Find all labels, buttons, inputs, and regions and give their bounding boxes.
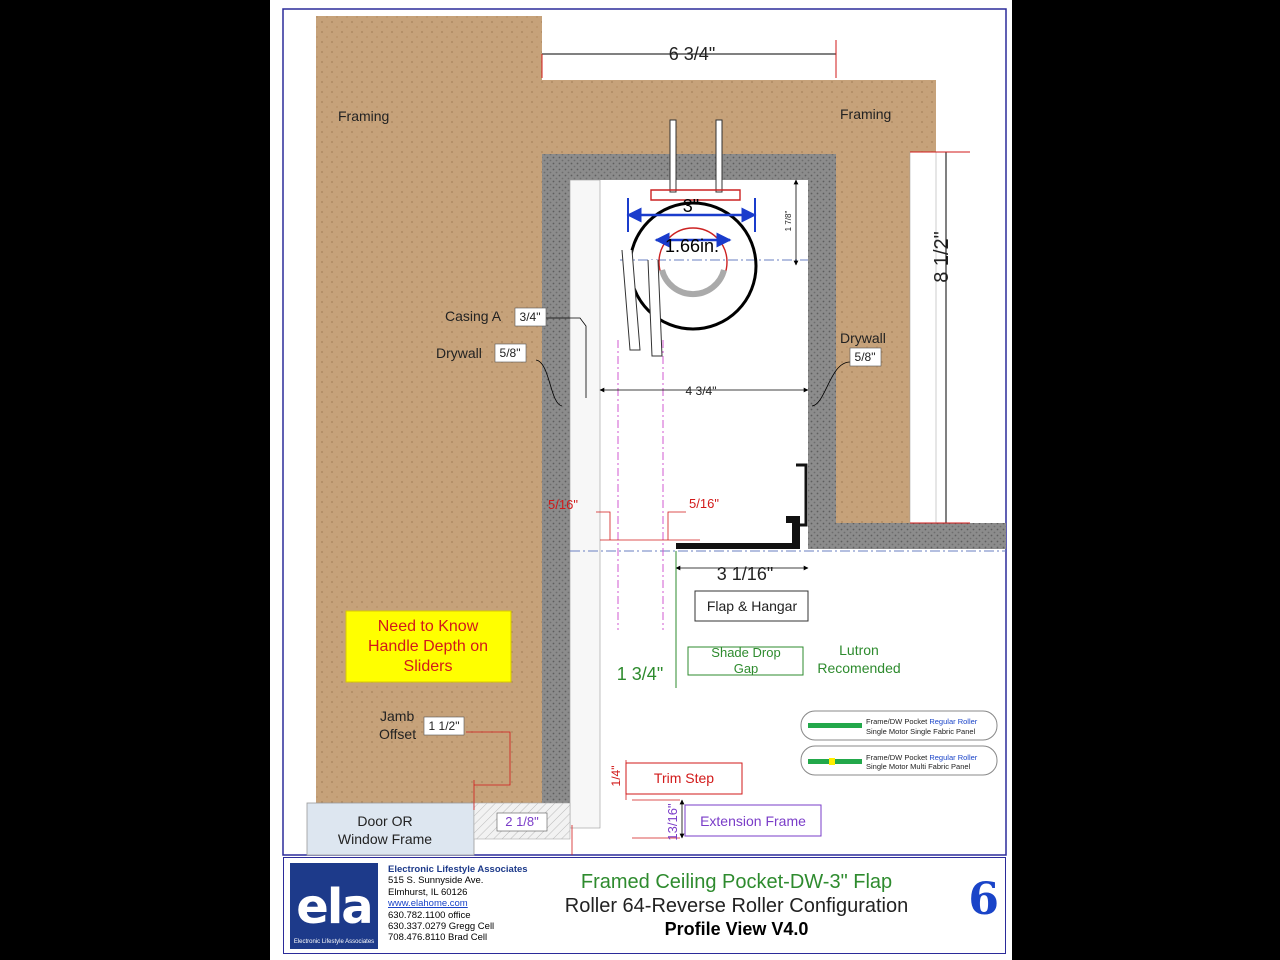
gap-left-text: 5/16" [548,497,578,512]
note-line2: Handle Depth on [367,638,489,655]
top-width-text: 6 3/4" [668,44,716,64]
legend-1-accent: Regular Roller [929,717,978,726]
legend-item-1 [801,711,997,740]
framing-left-label: Framing [338,108,390,124]
address-line2: Elmhurst, IL 60126 [388,886,468,898]
offset-label: Offset [379,726,417,742]
framing-right-label: Framing [840,106,892,122]
shade-drop-line2: Gap [733,661,759,676]
svg-text:Frame/DW Pocket Regular Roller [866,753,978,762]
company-info [388,864,528,944]
inner-width-text: 4 3/4" [685,384,717,398]
frame-width-text: 2 1/8" [505,814,539,829]
framing-gap [910,152,936,523]
pull-cord-left [622,250,640,350]
drywall-left-thk-text: 5/8" [499,346,521,360]
extension-text: 13/16" [665,803,680,841]
door-window-frame [307,803,474,855]
note-line1: Need to Know [377,618,479,635]
flap-hangar-label: Flap & Hangar [706,598,798,614]
sheet-number: 6 [968,874,999,925]
trim-step-label: Trim Step [653,770,715,786]
roller-dia-text: 3" [682,196,700,216]
title-line2: Roller 64-Reverse Roller Configuration [564,895,909,917]
ela-logo [290,863,378,949]
drawing-titles [524,870,949,940]
gap-right-leader [668,512,686,540]
mounting-bolt-left [670,120,676,192]
legend-2-accent: Regular Roller [929,753,978,762]
title-line3: Profile View V4.0 [664,919,809,939]
trim-step-text: 1/4" [609,765,623,787]
logo-letters: ela [296,879,372,935]
drywall-left-label: Drywall [436,345,482,361]
drywall-right-label: Drywall [840,330,886,346]
legend-2-prefix: Frame/DW Pocket [866,753,930,762]
title-block [283,857,1006,954]
legend-2-line2: Single Motor Multi Fabric Panel [866,762,971,771]
extension-frame-label: Extension Frame [700,813,806,829]
lutron-line2: Recomended [817,660,901,676]
phone-gregg: 630.337.0279 Gregg Cell [388,921,495,933]
casing-thk-text: 3/4" [519,310,541,324]
framing-top-right [542,80,936,523]
phone-office: 630.782.1100 office [388,909,471,921]
pull-cord-right [648,260,662,356]
address-line1: 515 S. Sunnyside Ave. [388,875,484,887]
casing-label: Casing A [445,308,502,324]
phone-brad: 708.476.8110 Brad Cell [388,932,488,944]
tube-dia-text: 1.66in. [664,236,720,256]
fabric-wrap [662,270,724,294]
legend-1-prefix: Frame/DW Pocket [866,717,930,726]
legend-item-2 [801,746,997,775]
gap-right-text: 5/16" [689,496,719,511]
jamb-offset-text: 1 1/2" [428,719,460,733]
framing-left [316,16,542,803]
door-label-line1: Door OR [357,813,413,829]
svg-text:Frame/DW Pocket Regular Roller [866,717,978,726]
shade-drop-line1: Shade Drop [711,645,781,660]
company-name: Electronic Lifestyle Associates [388,864,528,875]
roller-offset-text: 1 7/8" [784,210,793,232]
lutron-line1: Lutron [839,642,879,658]
mounting-bolt-right [716,120,722,192]
flap-width-text: 3 1/16" [716,564,774,584]
logo-subtitle: Electronic Lifestyle Associates [293,939,375,945]
jamb-label: Jamb [380,708,415,724]
legend-1-line2: Single Motor Single Fabric Panel [866,727,976,736]
title-line1: Framed Ceiling Pocket-DW-3" Flap [580,871,893,893]
door-label-line2: Window Frame [337,831,433,847]
note-line3: Sliders [403,658,453,675]
drywall-ceiling [808,523,1006,549]
drywall-right-thk-text: 5/8" [854,350,876,364]
website-link[interactable]: www.elahome.com [388,898,468,910]
drop-gap-text: 1 3/4" [616,664,664,684]
height-text: 8 1/2" [931,231,953,283]
flap-hangar [676,516,800,549]
